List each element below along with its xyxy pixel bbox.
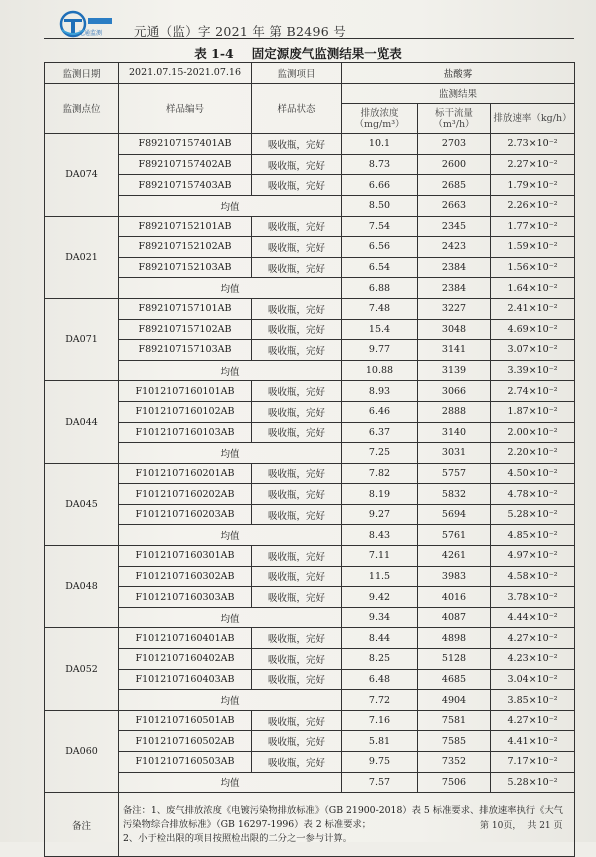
average-rate: 4.44×10⁻² [491, 607, 575, 628]
flow-value: 7352 [418, 752, 491, 773]
sample-state: 吸收瓶，完好 [252, 669, 342, 690]
average-label: 均值 [119, 607, 342, 628]
concentration-value: 6.37 [342, 422, 418, 443]
concentration-value: 6.48 [342, 669, 418, 690]
average-flow: 4904 [418, 690, 491, 711]
average-flow: 2663 [418, 195, 491, 216]
table-row [45, 298, 575, 319]
sample-state: 吸收瓶，完好 [252, 546, 342, 567]
sample-id: F892107157102AB [119, 319, 252, 340]
sample-state: 吸收瓶，完好 [252, 319, 342, 340]
average-flow: 3139 [418, 360, 491, 381]
concentration-value: 6.56 [342, 237, 418, 258]
table-row [45, 422, 575, 443]
average-label: 均值 [119, 443, 342, 464]
concentration-value: 8.25 [342, 649, 418, 670]
average-flow: 2384 [418, 278, 491, 299]
average-row [45, 443, 575, 464]
monitoring-point: DA044 [45, 381, 119, 463]
monitoring-point: DA021 [45, 216, 119, 298]
rate-value: 4.27×10⁻² [491, 628, 575, 649]
average-rate: 2.20×10⁻² [491, 443, 575, 464]
table-row [45, 463, 575, 484]
table-row [45, 484, 575, 505]
average-concentration: 10.88 [342, 360, 418, 381]
page-total: 共 21 页 [527, 821, 563, 831]
sample-id: F892107157402AB [119, 154, 252, 175]
concentration-value: 11.5 [342, 566, 418, 587]
rate-value: 4.78×10⁻² [491, 484, 575, 505]
remarks-label: 备注 [45, 793, 119, 857]
rate-value: 3.78×10⁻² [491, 587, 575, 608]
rate-label: 排放速率（kg/h） [491, 104, 575, 134]
concentration-value: 9.77 [342, 340, 418, 361]
header-rule [44, 38, 574, 39]
table-row [45, 154, 575, 175]
monitoring-point: DA071 [45, 298, 119, 380]
rate-value: 1.59×10⁻² [491, 237, 575, 258]
sample-id: F892107157101AB [119, 298, 252, 319]
average-concentration: 6.88 [342, 278, 418, 299]
sample-id: F892107152101AB [119, 216, 252, 237]
sample-state: 吸收瓶，完好 [252, 175, 342, 196]
average-row [45, 195, 575, 216]
flow-value: 4016 [418, 587, 491, 608]
rate-value: 2.73×10⁻² [491, 134, 575, 155]
concentration-value: 7.82 [342, 463, 418, 484]
table-row [45, 319, 575, 340]
concentration-value: 7.48 [342, 298, 418, 319]
header-row-1 [45, 63, 575, 84]
average-rate: 3.39×10⁻² [491, 360, 575, 381]
remarks-line-1: 备注：1、废气排放浓度《电镀污染物排放标准》（GB 21900-2018）表 5 标准要求、排放速率执行《大气污染物综合排放标准》（GB 16297-1996）表 2 标准要求； [123, 804, 563, 830]
average-flow: 7506 [418, 772, 491, 793]
average-flow: 5761 [418, 525, 491, 546]
table-row [45, 546, 575, 567]
average-row [45, 690, 575, 711]
logo-text: 元通监测 [78, 30, 103, 37]
table-row [45, 669, 575, 690]
sample-state: 吸收瓶，完好 [252, 381, 342, 402]
concentration-value: 6.54 [342, 257, 418, 278]
table-row [45, 216, 575, 237]
average-row [45, 772, 575, 793]
average-concentration: 7.72 [342, 690, 418, 711]
sample-id: F892107152102AB [119, 237, 252, 258]
flow-value: 5694 [418, 504, 491, 525]
rate-value: 1.56×10⁻² [491, 257, 575, 278]
average-concentration: 8.43 [342, 525, 418, 546]
sample-id: F1012107160103AB [119, 422, 252, 443]
monitoring-results-table [44, 62, 575, 857]
sample-id: F1012107160101AB [119, 381, 252, 402]
rate-value: 4.69×10⁻² [491, 319, 575, 340]
sample-id: F1012107160403AB [119, 669, 252, 690]
flow-value: 3227 [418, 298, 491, 319]
rate-value: 4.50×10⁻² [491, 463, 575, 484]
item-value: 盐酸雾 [342, 63, 575, 84]
sample-id: F1012107160202AB [119, 484, 252, 505]
flow-value: 3066 [418, 381, 491, 402]
concentration-value: 6.46 [342, 401, 418, 422]
sample-state: 吸收瓶，完好 [252, 257, 342, 278]
average-concentration: 9.34 [342, 607, 418, 628]
flow-value: 2345 [418, 216, 491, 237]
flow-value: 2384 [418, 257, 491, 278]
rate-value: 2.74×10⁻² [491, 381, 575, 402]
average-row [45, 278, 575, 299]
concentration-value: 9.27 [342, 504, 418, 525]
flow-value: 2685 [418, 175, 491, 196]
sample-id: F1012107160402AB [119, 649, 252, 670]
flow-value: 4898 [418, 628, 491, 649]
table-row [45, 381, 575, 402]
sample-state: 吸收瓶，完好 [252, 649, 342, 670]
average-concentration: 7.57 [342, 772, 418, 793]
sample-state: 吸收瓶，完好 [252, 237, 342, 258]
concentration-value: 8.93 [342, 381, 418, 402]
table-row [45, 401, 575, 422]
sample-id: F1012107160502AB [119, 731, 252, 752]
rate-value: 1.87×10⁻² [491, 401, 575, 422]
flow-value: 5757 [418, 463, 491, 484]
monitoring-point: DA060 [45, 710, 119, 792]
concentration-value: 7.16 [342, 710, 418, 731]
monitoring-point: DA052 [45, 628, 119, 710]
sample-state: 吸收瓶，完好 [252, 340, 342, 361]
sample-id: F1012107160102AB [119, 401, 252, 422]
sample-state: 吸收瓶，完好 [252, 463, 342, 484]
average-concentration: 8.50 [342, 195, 418, 216]
average-rate: 1.64×10⁻² [491, 278, 575, 299]
flow-value: 2600 [418, 154, 491, 175]
sample-state: 吸收瓶，完好 [252, 566, 342, 587]
sample-id: F892107157103AB [119, 340, 252, 361]
sample-state: 吸收瓶，完好 [252, 298, 342, 319]
average-row [45, 525, 575, 546]
flow-value: 7585 [418, 731, 491, 752]
concentration-label: 排放浓度（mg/m³） [342, 104, 418, 134]
item-label: 监测项目 [252, 63, 342, 84]
average-rate: 2.26×10⁻² [491, 195, 575, 216]
sample-state: 吸收瓶，完好 [252, 154, 342, 175]
document-number: 元通（监）字 2021 年 第 B2496 号 [134, 24, 347, 39]
date-value: 2021.07.15-2021.07.16 [119, 63, 252, 84]
sample-state: 吸收瓶，完好 [252, 484, 342, 505]
table-title-text: 固定源废气监测结果一览表 [251, 46, 402, 61]
sample-state: 吸收瓶，完好 [252, 216, 342, 237]
table-row [45, 504, 575, 525]
average-row [45, 360, 575, 381]
average-rate: 5.28×10⁻² [491, 772, 575, 793]
sample-id: F1012107160401AB [119, 628, 252, 649]
page-number: 第 10页， [480, 821, 522, 831]
flow-value: 3983 [418, 566, 491, 587]
concentration-value: 15.4 [342, 319, 418, 340]
rate-value: 1.77×10⁻² [491, 216, 575, 237]
concentration-value: 10.1 [342, 134, 418, 155]
table-row [45, 566, 575, 587]
concentration-value: 9.75 [342, 752, 418, 773]
rate-value: 1.79×10⁻² [491, 175, 575, 196]
average-label: 均值 [119, 525, 342, 546]
point-label: 监测点位 [45, 83, 119, 134]
sample-id: F1012107160203AB [119, 504, 252, 525]
table-row [45, 710, 575, 731]
sample-id: F1012107160302AB [119, 566, 252, 587]
average-flow: 3031 [418, 443, 491, 464]
table-row [45, 340, 575, 361]
table-row [45, 587, 575, 608]
sample-id: F892107157403AB [119, 175, 252, 196]
concentration-value: 8.19 [342, 484, 418, 505]
concentration-value: 7.54 [342, 216, 418, 237]
flow-value: 3141 [418, 340, 491, 361]
remarks-line-2: 2、小于检出限的项目按照检出限的二分之一参与计算。 [123, 832, 353, 844]
average-label: 均值 [119, 278, 342, 299]
table-title [0, 44, 596, 62]
table-row [45, 752, 575, 773]
flow-value: 4261 [418, 546, 491, 567]
rate-value: 3.04×10⁻² [491, 669, 575, 690]
results-label: 监测结果 [342, 83, 575, 104]
flow-label: 标干流量（m³/h） [418, 104, 491, 134]
concentration-value: 5.81 [342, 731, 418, 752]
sample-id-label: 样品编号 [119, 83, 252, 134]
sample-state: 吸收瓶，完好 [252, 710, 342, 731]
concentration-value: 8.73 [342, 154, 418, 175]
page-header [48, 10, 568, 40]
concentration-value: 8.44 [342, 628, 418, 649]
average-label: 均值 [119, 360, 342, 381]
page-footer [480, 818, 563, 831]
average-row [45, 607, 575, 628]
flow-value: 2423 [418, 237, 491, 258]
table-number: 表 1-4 [194, 46, 234, 61]
header-row-2 [45, 83, 575, 104]
sample-id: F1012107160501AB [119, 710, 252, 731]
concentration-value: 9.42 [342, 587, 418, 608]
flow-value: 2888 [418, 401, 491, 422]
average-concentration: 7.25 [342, 443, 418, 464]
rate-value: 2.00×10⁻² [491, 422, 575, 443]
sample-state: 吸收瓶，完好 [252, 134, 342, 155]
table-row [45, 175, 575, 196]
rate-value: 2.27×10⁻² [491, 154, 575, 175]
average-label: 均值 [119, 195, 342, 216]
monitoring-point: DA048 [45, 546, 119, 628]
rate-value: 7.17×10⁻² [491, 752, 575, 773]
rate-value: 4.97×10⁻² [491, 546, 575, 567]
sample-id: F1012107160503AB [119, 752, 252, 773]
table-row [45, 649, 575, 670]
average-rate: 3.85×10⁻² [491, 690, 575, 711]
table-row [45, 237, 575, 258]
sample-state: 吸收瓶，完好 [252, 752, 342, 773]
sample-state: 吸收瓶，完好 [252, 504, 342, 525]
monitoring-point: DA045 [45, 463, 119, 545]
rate-value: 2.41×10⁻² [491, 298, 575, 319]
concentration-value: 7.11 [342, 546, 418, 567]
rate-value: 4.23×10⁻² [491, 649, 575, 670]
table-row [45, 134, 575, 155]
rate-value: 4.41×10⁻² [491, 731, 575, 752]
flow-value: 5128 [418, 649, 491, 670]
flow-value: 2703 [418, 134, 491, 155]
flow-value: 7581 [418, 710, 491, 731]
average-rate: 4.85×10⁻² [491, 525, 575, 546]
table-row [45, 628, 575, 649]
monitoring-point: DA074 [45, 134, 119, 216]
sample-state: 吸收瓶，完好 [252, 401, 342, 422]
sample-state-label: 样品状态 [252, 83, 342, 134]
rate-value: 4.58×10⁻² [491, 566, 575, 587]
sample-id: F892107157401AB [119, 134, 252, 155]
sample-state: 吸收瓶，完好 [252, 628, 342, 649]
flow-value: 4685 [418, 669, 491, 690]
sample-id: F1012107160303AB [119, 587, 252, 608]
sample-state: 吸收瓶，完好 [252, 422, 342, 443]
rate-value: 4.27×10⁻² [491, 710, 575, 731]
sample-id: F1012107160301AB [119, 546, 252, 567]
sample-id: F892107152103AB [119, 257, 252, 278]
sample-state: 吸收瓶，完好 [252, 587, 342, 608]
sample-state: 吸收瓶，完好 [252, 731, 342, 752]
concentration-value: 6.66 [342, 175, 418, 196]
average-label: 均值 [119, 772, 342, 793]
average-flow: 4087 [418, 607, 491, 628]
average-label: 均值 [119, 690, 342, 711]
flow-value: 3140 [418, 422, 491, 443]
date-label: 监测日期 [45, 63, 119, 84]
flow-value: 3048 [418, 319, 491, 340]
flow-value: 5832 [418, 484, 491, 505]
table-row [45, 731, 575, 752]
table-row [45, 257, 575, 278]
rate-value: 3.07×10⁻² [491, 340, 575, 361]
rate-value: 5.28×10⁻² [491, 504, 575, 525]
sample-id: F1012107160201AB [119, 463, 252, 484]
